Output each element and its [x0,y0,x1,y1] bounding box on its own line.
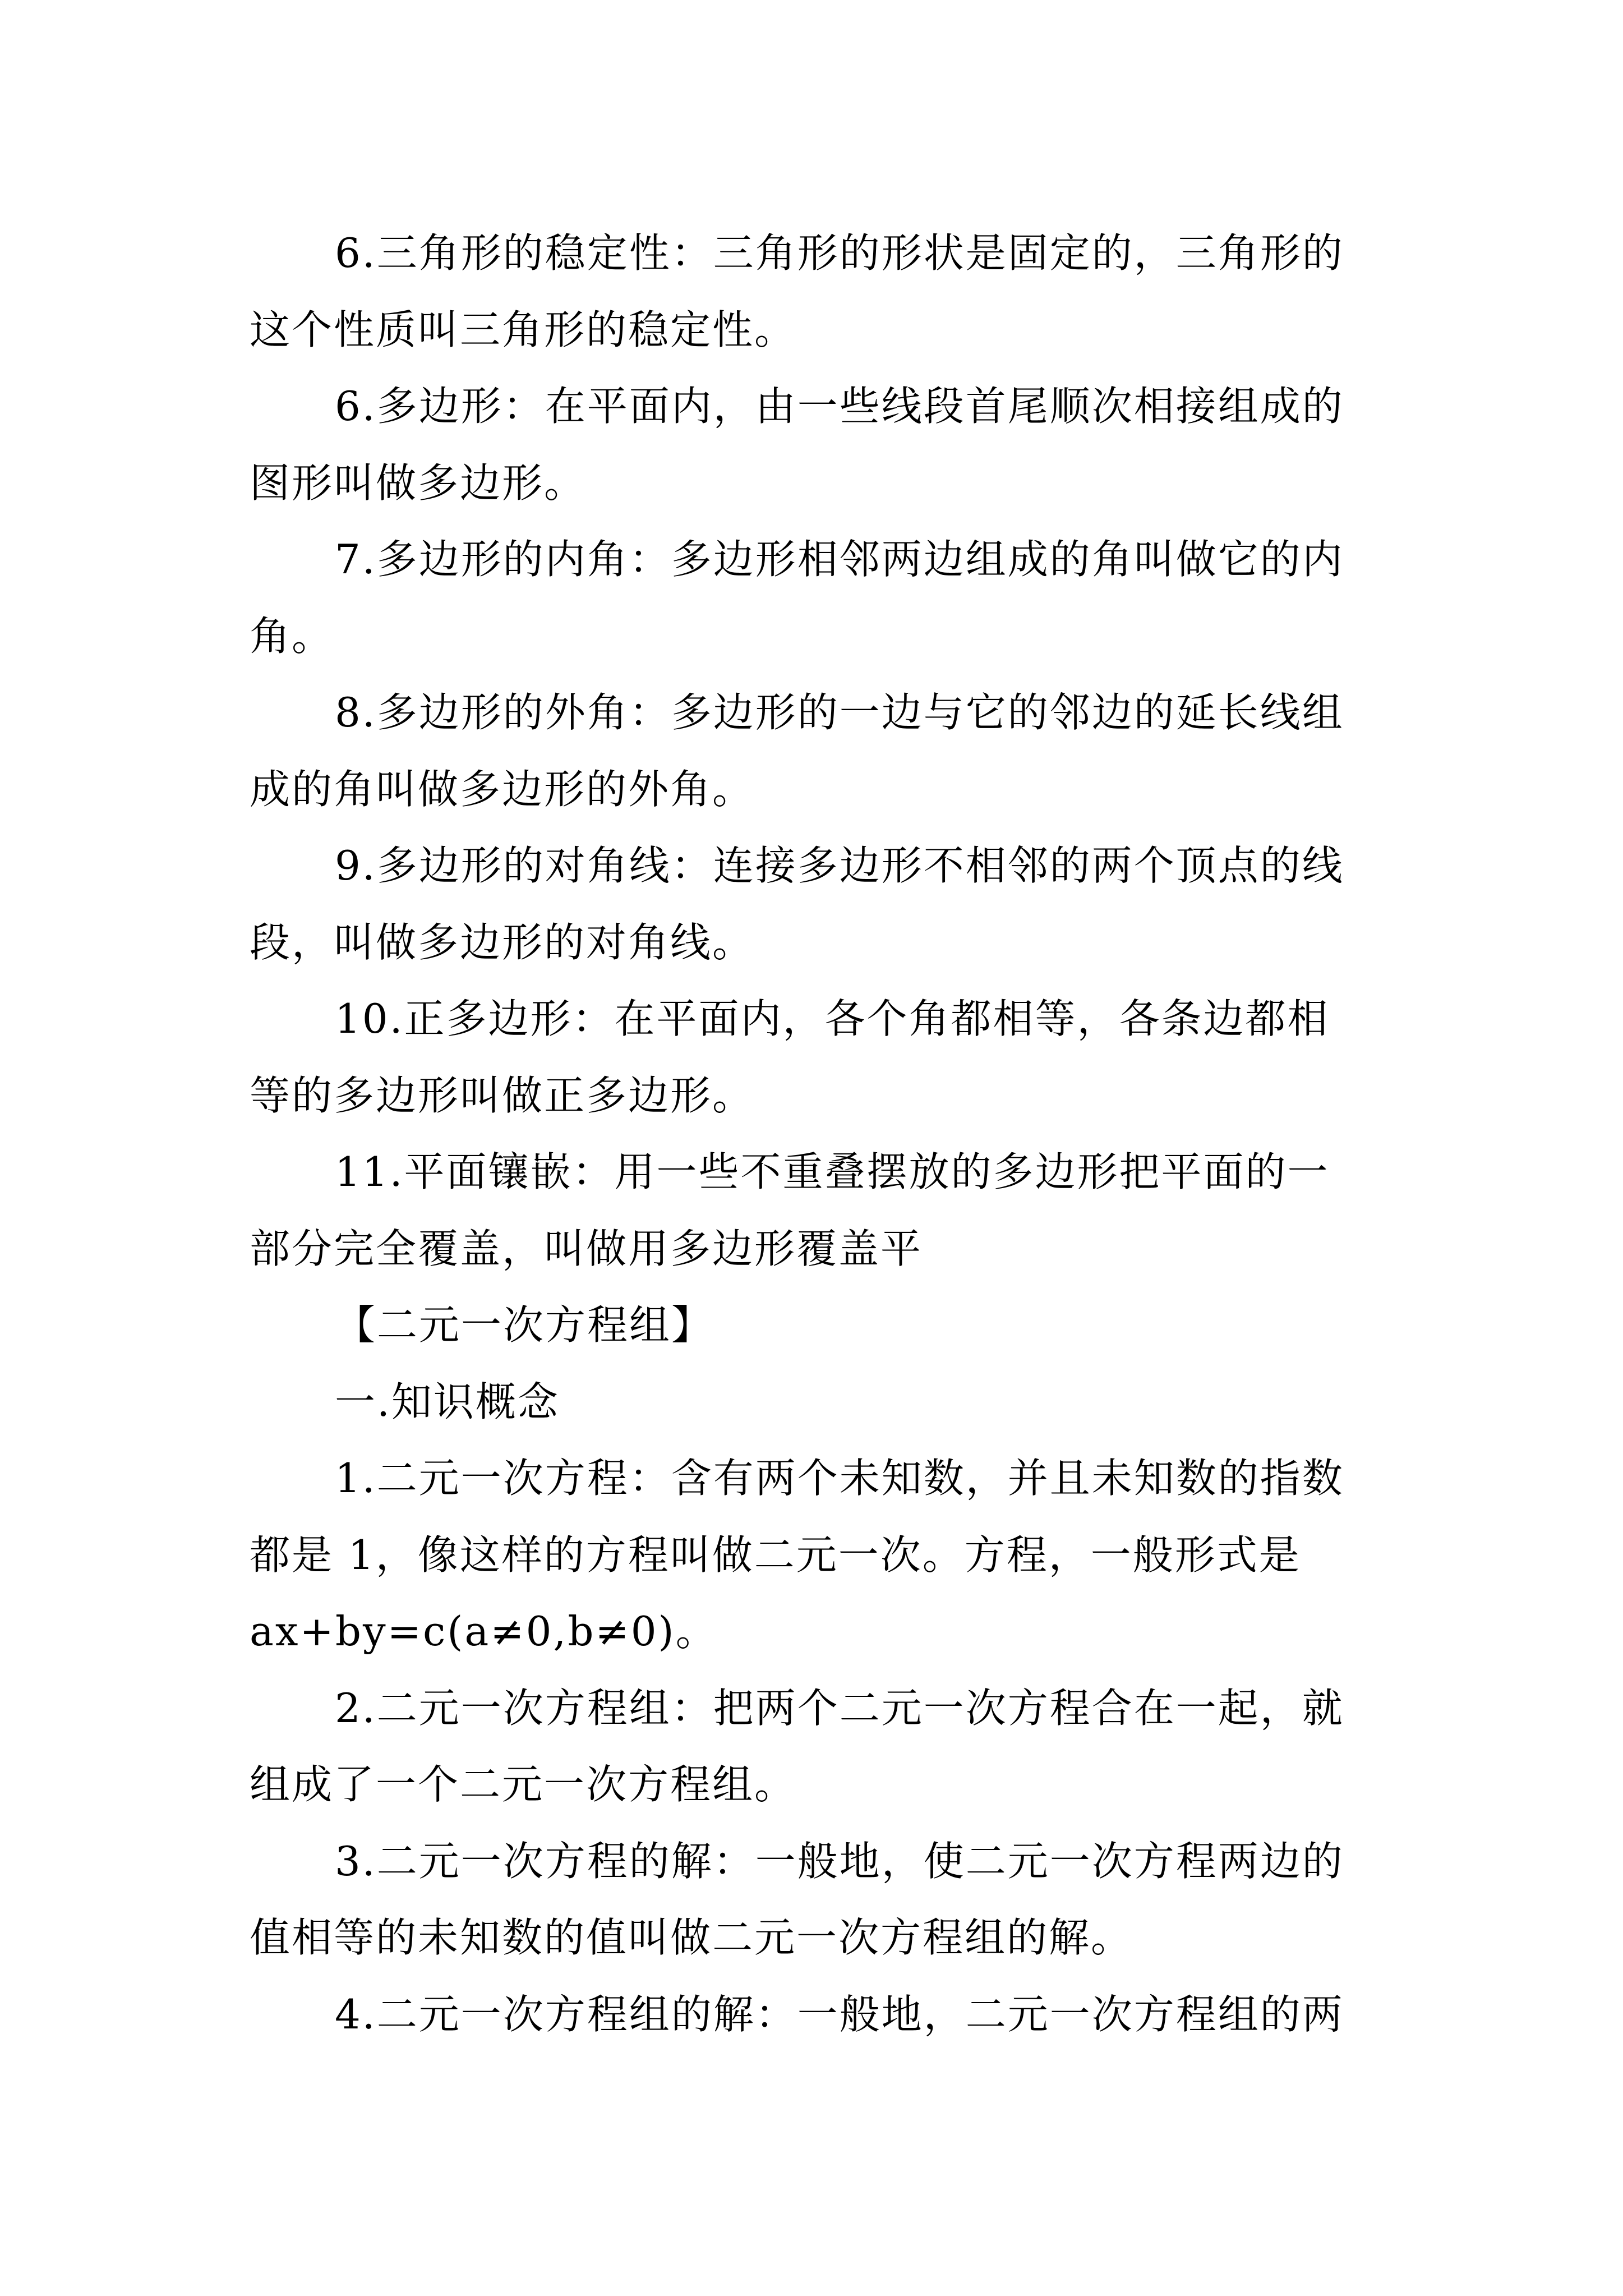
text-line: 1.二元一次方程：含有两个未知数，并且未知数的指数 [335,1455,1344,1502]
text-line: 部分完全覆盖，叫做用多边形覆盖平 [250,1225,923,1272]
text-line: 等的多边形叫做正多边形。 [250,1071,755,1119]
paragraph-system-solution [250,1976,1388,2053]
text-line: 角。 [250,612,334,660]
paragraph-regular-polygon [250,981,1388,1134]
paragraph-triangle-stability [250,215,1388,368]
paragraph-equation-system [250,1670,1388,1823]
text-line: ax+by=c(a≠0,b≠0)。 [250,1608,718,1655]
text-line: 成的角叫做多边形的外角。 [250,765,755,813]
text-line: 6.三角形的稳定性：三角形的形状是固定的，三角形的 [335,229,1344,277]
text-line: 8.多边形的外角：多边形的一边与它的邻边的延长线组 [335,689,1344,736]
paragraph-linear-equation [250,1440,1388,1670]
paragraph-polygon [250,368,1388,521]
paragraph-interior-angle [250,521,1388,674]
paragraph-diagonal [250,827,1388,981]
text-line: 段，叫做多边形的对角线。 [250,918,755,966]
section-title: 【二元一次方程组】 [335,1301,714,1349]
text-line: 7.多边形的内角：多边形相邻两边组成的角叫做它的内 [335,536,1344,583]
text-line: 值相等的未知数的值叫做二元一次方程组的解。 [250,1914,1133,1961]
paragraph-exterior-angle [250,674,1388,827]
text-line: 2.二元一次方程组：把两个二元一次方程合在一起，就 [335,1684,1344,1732]
text-line: 11.平面镶嵌：用一些不重叠摆放的多边形把平面的一 [335,1148,1330,1195]
section-heading [250,1287,1388,1364]
text-line: 4.二元一次方程组的解：一般地，二元一次方程组的两 [335,1990,1344,2038]
paragraph-tessellation [250,1134,1388,1287]
text-line: 组成了一个二元一次方程组。 [250,1761,797,1808]
text-line: 图形叫做多边形。 [250,459,587,507]
text-line: 6.多边形：在平面内，由一些线段首尾顺次相接组成的 [335,383,1344,430]
text-line: 10.正多边形：在平面内，各个角都相等，各条边都相 [335,995,1330,1042]
text-line: 3.二元一次方程的解：一般地，使二元一次方程两边的 [335,1837,1344,1885]
paragraph-equation-solution [250,1823,1388,1976]
subsection-title: 一.知识概念 [335,1378,560,1425]
document-body [250,215,1388,2053]
subsection-heading [250,1364,1388,1441]
text-line: 都是 1，像这样的方程叫做二元一次。方程，一般形式是 [250,1531,1301,1579]
text-line: 这个性质叫三角形的稳定性。 [250,306,797,353]
text-line: 9.多边形的对角线：连接多边形不相邻的两个顶点的线 [335,842,1344,889]
